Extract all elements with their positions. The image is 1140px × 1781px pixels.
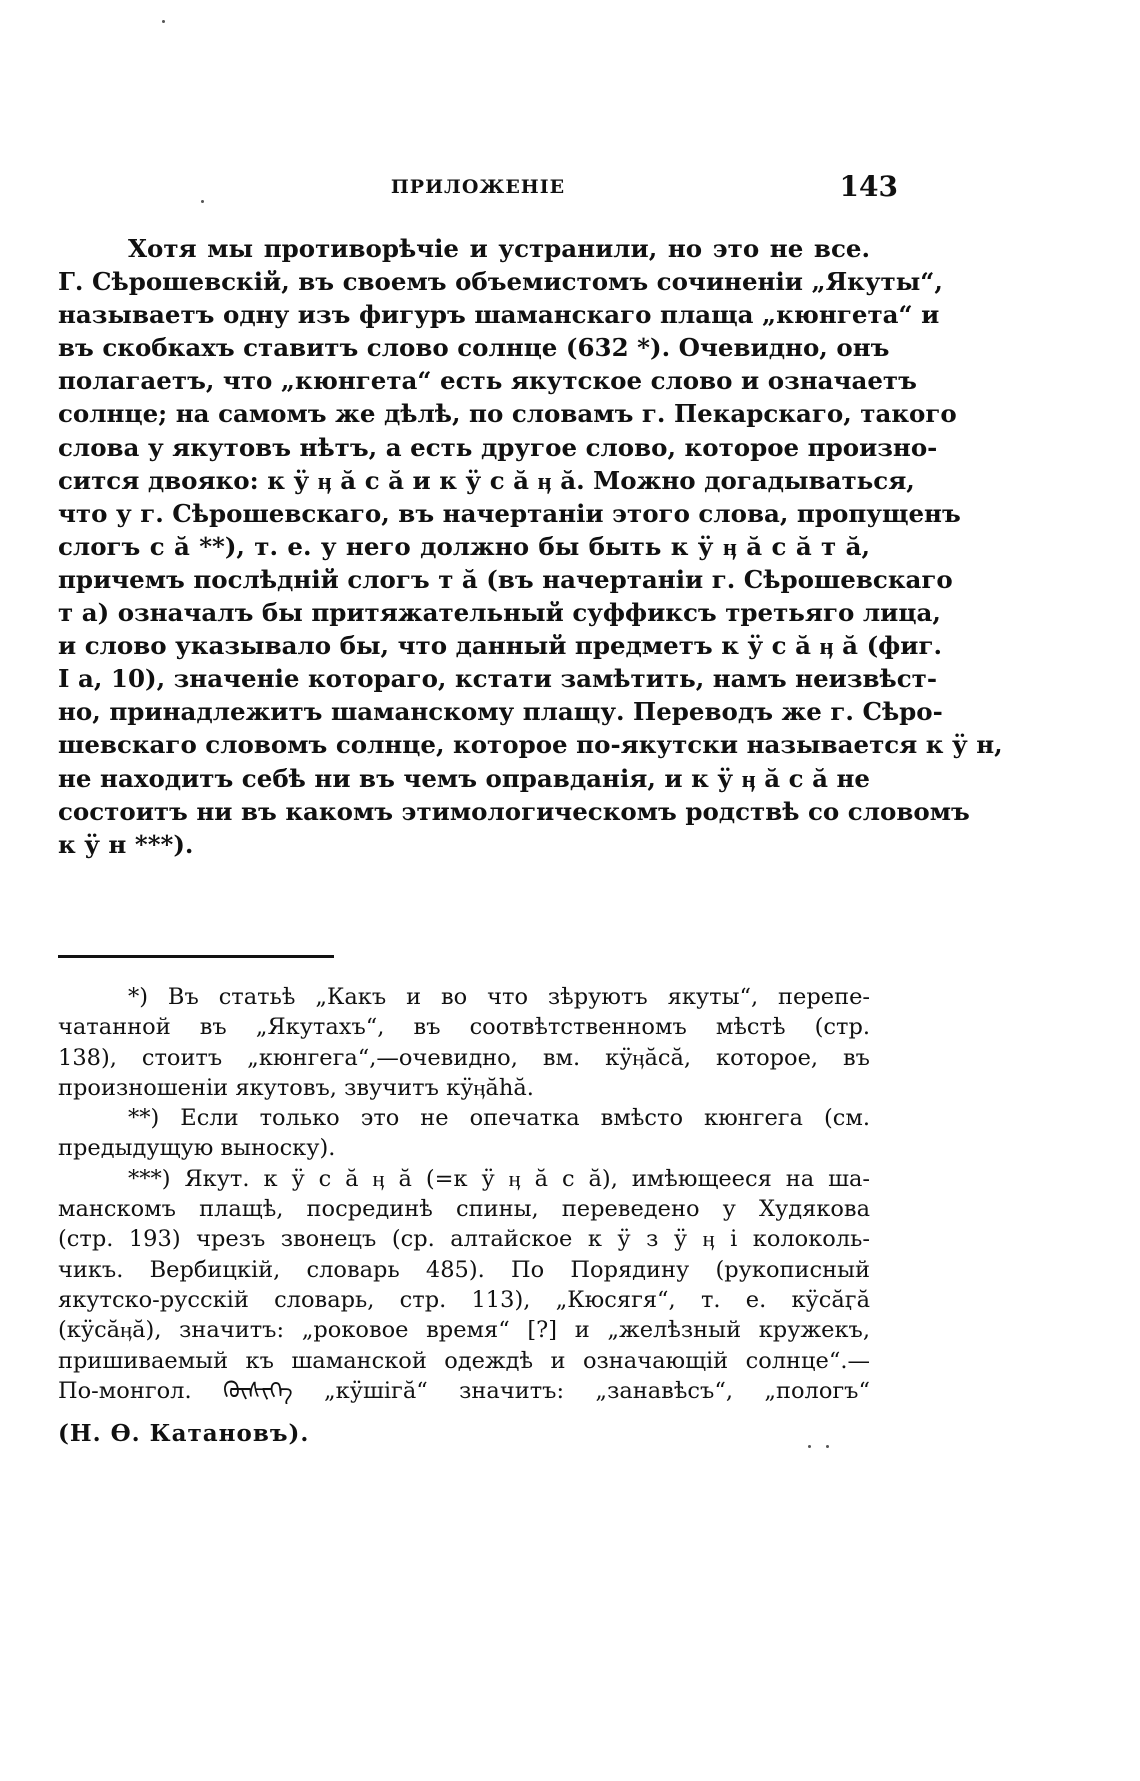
footnote-line: чикъ. Вербицкій, словарь 485). По Порядину (рукописный <box>58 1256 870 1283</box>
text-line: Г. Сѣрошевскій, въ своемъ объемистомъ сочиненіи „Якуты“, <box>58 267 943 297</box>
footnote-line: (кӱсӑӊӑ), значитъ: „роковое время“ [?] и „желѣзный кружекъ, <box>58 1317 870 1344</box>
text-line: состоитъ ни въ какомъ этимологическомъ родствѣ со словомъ <box>58 796 970 826</box>
text-line: к ӱ н ***). <box>58 829 194 859</box>
text-line: и слово указывало бы, что данный предметъ к ӱ с ӑ ӊ ӑ (фиг. <box>58 631 942 661</box>
text-line: но, принадлежитъ шаманскому плащу. Переводъ же г. Сѣро- <box>58 697 943 727</box>
footnote-line: (стр. 193) чрезъ звонецъ (ср. алтайское к ӱ з ӱ ӊ і колоколь- <box>58 1226 870 1253</box>
footnote-line: *) Въ статьѣ „Какъ и во что зѣруютъ якуты“, перепе- <box>128 984 870 1010</box>
text-line: въ скобкахъ ставитъ слово солнце (632 *). Очевидно, онъ <box>58 333 890 363</box>
text-line: т а) означалъ бы притяжательный суффиксъ третьяго лица, <box>58 598 941 628</box>
footnote-line: предыдущую выноску). <box>58 1135 336 1162</box>
running-head <box>58 170 898 210</box>
text-line: слова у якутовъ нѣтъ, а есть другое слово, которое произно- <box>58 432 938 462</box>
footnote-line: произношеніи якутовъ, звучитъ кӱӊӑhӑ. <box>58 1074 534 1101</box>
footnote-line: манскомъ плащѣ, посрединѣ спины, переведено у Худякова <box>58 1196 870 1223</box>
footnote-line: якутско-русскій словарь, стр. 113), „Кюсягя“, т. е. кӱсӑӷӑ <box>58 1286 870 1313</box>
text-line: сится двояко: к ӱ ӊ ӑ с ӑ и к ӱ с ӑ ӊ ӑ. Можно догадываться, <box>58 465 915 495</box>
text-line: полагаетъ, что „кюнгета“ есть якутское слово и означаетъ <box>58 366 917 396</box>
text-line: солнце; на самомъ же дѣлѣ, по словамъ г. Пекарскаго, такого <box>58 399 957 429</box>
text-line: I а, 10), значеніе котораго, кстати замѣтить, намъ неизвѣст- <box>58 664 938 694</box>
running-title: ПРИЛОЖЕНІЕ <box>390 176 566 198</box>
footnote-line: 138), стоитъ „кюнгега“,—очевидно, вм. кӱӊӑсӑ, которое, въ <box>58 1044 870 1071</box>
text-line: что у г. Сѣрошевскаго, въ начертаніи этого слова, пропущенъ <box>58 498 961 528</box>
scan-speck <box>162 20 165 23</box>
main-text <box>58 232 1003 861</box>
text-line: шевскаго словомъ солнце, которое по-якутски называется к ӱ н, <box>58 730 1003 760</box>
text-line: не находитъ себѣ ни въ чемъ оправданія, и к ӱ ӊ ӑ с ӑ не <box>58 763 870 793</box>
footnote-line: По-монгол. ᠬᠥᠰᠢᠭᠡ „кӱшігӑ“ значитъ: „занавѣсъ“, „пологъ“ <box>58 1377 870 1404</box>
page-number: 143 <box>839 170 898 203</box>
text-line: слогъ с ӑ **), т. е. у него должно бы быть к ӱ ӊ ӑ с ӑ т ӑ, <box>58 531 870 561</box>
text-line: Хотя мы противорѣчіе и устранили, но это не все. <box>128 234 870 263</box>
footnote-line: ***) Якут. к ӱ с ӑ ӊ ӑ (=к ӱ ӊ ӑ с ӑ), имѣющееся на ша- <box>128 1165 870 1192</box>
scan-speck <box>826 1445 829 1448</box>
footnote-line: пришиваемый къ шаманской одеждѣ и означающій солнце“.— <box>58 1347 870 1374</box>
author-signature: (Н. Ѳ. Катановъ). <box>58 1420 310 1447</box>
footnotes <box>58 982 870 1406</box>
text-line: причемъ послѣдній слогъ т ӑ (въ начертаніи г. Сѣрошевскаго <box>58 564 953 594</box>
footnote-rule <box>58 955 334 958</box>
footnote-line: **) Если только это не опечатка вмѣсто кюнгега (см. <box>128 1105 870 1132</box>
text-line: называетъ одну изъ фигуръ шаманскаго плаща „кюнгета“ и <box>58 300 940 330</box>
scan-speck <box>808 1445 811 1448</box>
footnote-line: чатанной въ „Якутахъ“, въ соотвѣтственномъ мѣстѣ (стр. <box>58 1014 870 1041</box>
